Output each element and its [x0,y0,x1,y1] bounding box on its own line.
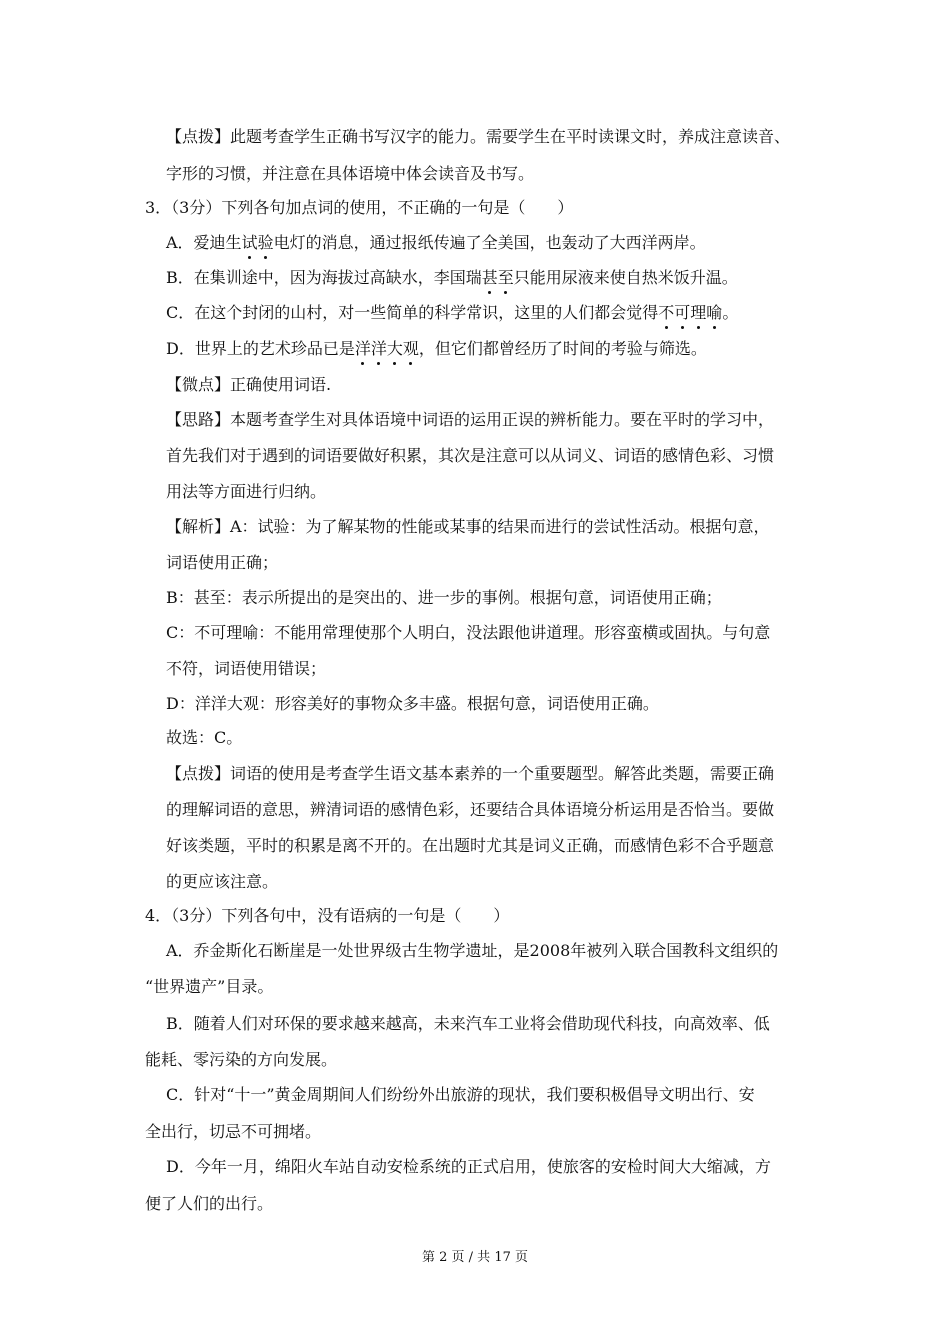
emphasis-char: 甚 [481,268,498,287]
question-3-option-b: B．在集训途中，因为海拔过高缺水，李国瑞甚至只能用尿液来使自热米饭升温。 [166,268,738,287]
question-4-stem: 4．（3分）下列各句中，没有语病的一句是（ ） [145,906,510,925]
question-3-dianbo: 【点拨】词语的使用是考查学生语文基本素养的一个重要题型。解答此类题，需要正确 [166,764,775,783]
pointer-paragraph-line: 【点拨】此题考查学生正确书写汉字的能力。需要学生在平时读课文时，养成注意读音、 [166,127,791,146]
page-footer: 第 2 页 / 共 17 页 [422,1250,528,1265]
emphasis-char: 洋 [370,339,387,358]
question-3-option-d: D．世界上的艺术珍品已是洋洋大观，但它们都曾经历了时间的考验与筛选。 [166,339,707,358]
question-4-option-a: A．乔金斯化石断崖是一处世界级古生物学遗址，是2008年被列入联合国教科文组织的 [166,941,779,960]
pointer-paragraph-line: 字形的习惯，并注意在具体语境中体会读音及书写。 [166,164,535,183]
emphasis-char: 洋 [354,339,371,358]
emphasis-char: 大 [386,339,403,358]
question-3-jiexi-c: 不符，词语使用错误； [166,659,327,678]
question-3-stem: 3．（3分）下列各句加点词的使用，不正确的一句是（ ） [145,198,574,217]
question-4-option-c: 全出行，切忌不可拥堵。 [145,1122,322,1141]
question-3-dianbo: 好该类题，平时的积累是离不开的。在出题时尤其是词义正确，而感情色彩不合乎题意 [166,836,775,855]
question-3-silu: 【思路】本题考查学生对具体语境中词语的运用正误的辨析能力。要在平时的学习中， [166,410,775,429]
question-4-option-b: 能耗、零污染的方向发展。 [145,1050,338,1069]
question-3-weidian: 【微点】正确使用词语. [166,375,332,394]
emphasis-char: 至 [497,268,514,287]
emphasis-char: 理 [690,303,707,322]
question-3-dianbo: 的理解词语的意思，辨清词语的感情色彩，还要结合具体语境分析运用是否恰当。要做 [166,800,775,819]
question-3-jiexi: 【解析】A：试验：为了解某物的性能或某事的结果而进行的尝试性活动。根据句意， [166,517,770,536]
emphasis-char: 观 [402,339,419,358]
question-4-option-b: B．随着人们对环保的要求越来越高，未来汽车工业将会借助现代科技，向高效率、低 [166,1014,770,1033]
question-3-silu: 用法等方面进行归纳。 [166,482,327,501]
emphasis-char: 喻 [706,303,723,322]
question-3-answer: 故选：C。 [166,728,243,747]
question-3-jiexi-b: B：甚至：表示所提出的是突出的、进一步的事例。根据句意，词语使用正确； [166,588,722,607]
question-3-jiexi-c: C：不可理喻：不能用常理使那个人明白，没法跟他讲道理。形容蛮横或固执。与句意 [166,623,771,642]
emphasis-char: 试 [241,233,258,252]
question-3-silu: 首先我们对于遇到的词语要做好积累，其次是注意可以从词义、词语的感情色彩、习惯 [166,446,775,465]
question-3-jiexi: 词语使用正确； [166,553,279,572]
question-4-option-c: C．针对“十一”黄金周期间人们纷纷外出旅游的现状，我们要积极倡导文明出行、安 [166,1085,755,1104]
question-3-jiexi-d: D：洋洋大观：形容美好的事物众多丰盛。根据句意，词语使用正确。 [166,694,659,713]
question-3-dianbo: 的更应该注意。 [166,872,279,891]
question-4-option-d: 便了人们的出行。 [145,1194,274,1213]
question-4-option-d: D．今年一月，绵阳火车站自动安检系统的正式启用，使旅客的安检时间大大缩减，方 [166,1157,771,1176]
question-4-option-a: “世界遗产”目录。 [145,977,274,996]
emphasis-char: 验 [257,233,274,252]
emphasis-char: 不 [658,303,675,322]
question-3-option-a: A．爱迪生试验电灯的消息，通过报纸传遍了全美国，也轰动了大西洋两岸。 [166,233,706,252]
question-3-option-c: C．在这个封闭的山村，对一些简单的科学常识，这里的人们都会觉得不可理喻。 [166,303,739,322]
emphasis-char: 可 [674,303,691,322]
